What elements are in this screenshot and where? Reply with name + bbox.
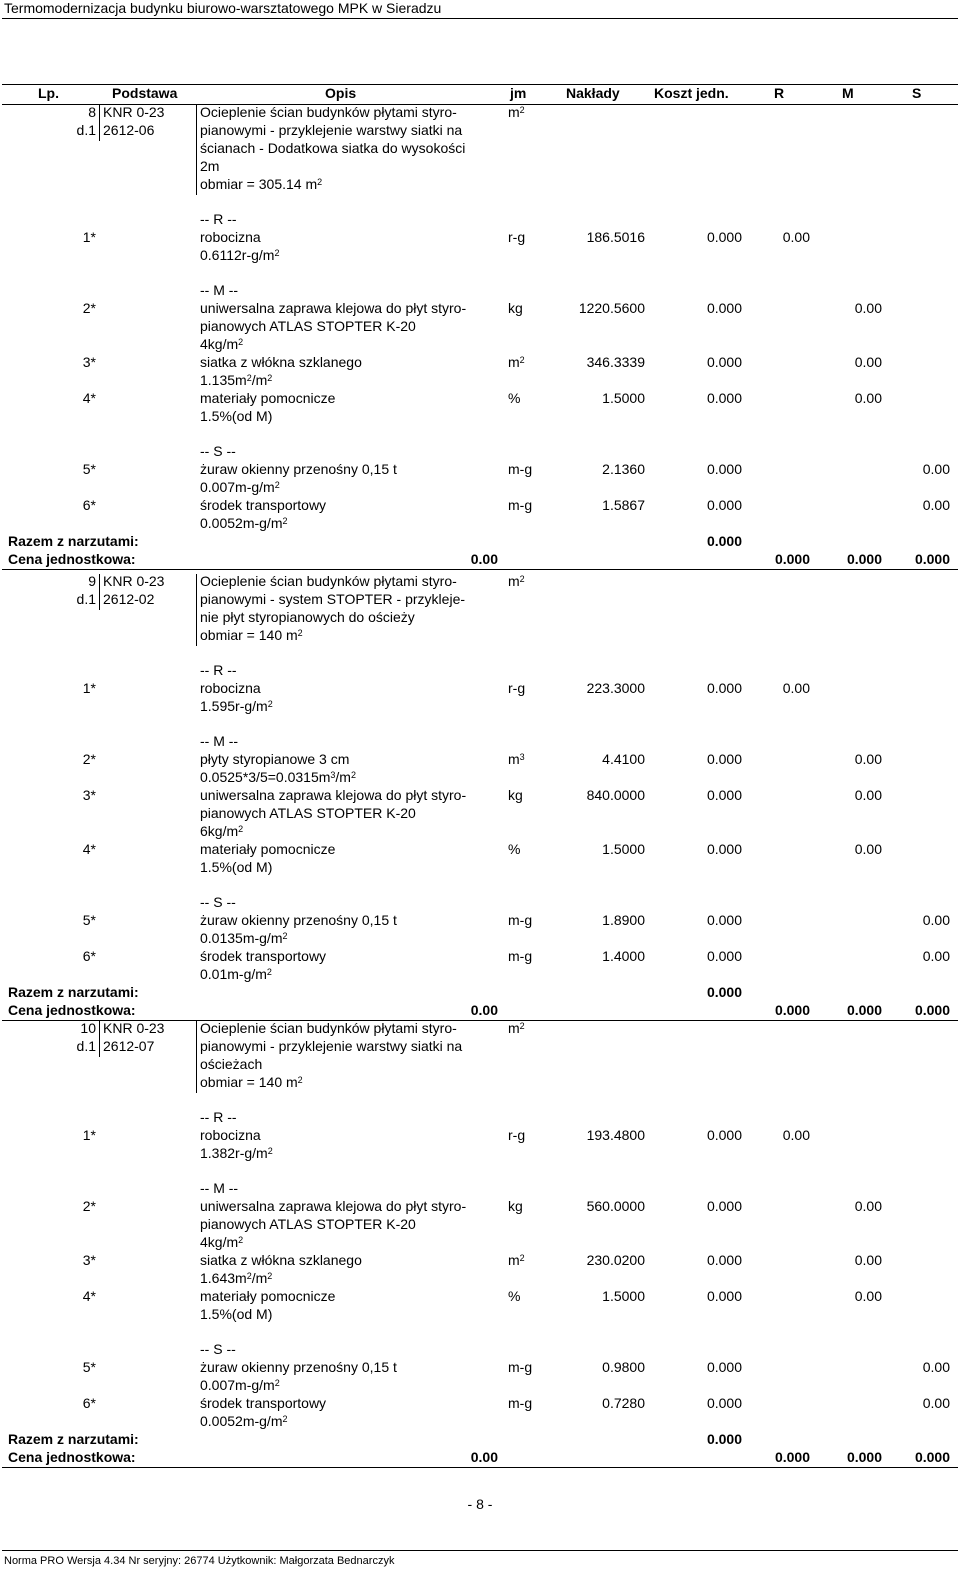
section-m-heading: -- M -- [200, 733, 239, 749]
item-value: 0.00 [922, 497, 950, 513]
m-name: siatka z włókna szklanego [200, 1252, 362, 1268]
item-quantity: 560.0000 [586, 1198, 645, 1214]
cena-s: 0.000 [914, 1449, 950, 1465]
basis-catalog: KNR 0-23 [103, 104, 165, 120]
quantity-obmiar: obmiar = 140 $m^2$ [200, 627, 303, 643]
unit: $m^2$ [508, 104, 525, 120]
item-quantity: 1.5000 [602, 1288, 645, 1304]
item-number: 4* [82, 1288, 96, 1304]
r-name: robocizna [200, 1127, 261, 1143]
item-norm: $1.382r-g/m^2$ [200, 1145, 273, 1161]
item-price: 0.000 [706, 354, 742, 370]
s-name: żuraw okienny przenośny 0,15 t [200, 461, 397, 477]
description-line: pianowymi - przyklejenie warstwy siatki na [200, 1038, 463, 1054]
item-value: 0.00 [782, 229, 810, 245]
unit: $m^2$ [508, 573, 525, 589]
item-norm: $1.595r-g/m^2$ [200, 698, 273, 714]
item-unit: m-g [508, 948, 533, 964]
item-unit: m-g [508, 912, 533, 928]
description-line: 2m [200, 158, 220, 174]
section-m-heading: -- M -- [200, 282, 239, 298]
item-unit: r-g [508, 229, 526, 245]
cena-value: 0.00 [470, 551, 498, 567]
description-line: pianowymi - przyklejenie warstwy siatki na [200, 122, 463, 138]
item-norm: $4kg/m^2$ [200, 336, 244, 352]
item-norm: $1.135m^2/m^2$ [200, 372, 273, 388]
cena-r: 0.000 [774, 1449, 810, 1465]
cena-m: 0.000 [846, 1002, 882, 1018]
item-norm: $0.0135m-g/m^2$ [200, 930, 288, 946]
item-norm: $0.0525*3/5=0.0315m^3/m^2$ [200, 769, 356, 785]
item-price: 0.000 [706, 1359, 742, 1375]
col-koszt: Koszt jedn. [654, 85, 729, 101]
item-number: 5* [82, 912, 96, 928]
footer-text: Norma PRO Wersja 4.34 Nr seryjny: 26774 Użytkownik: Małgorzata Bednarczyk [4, 1555, 395, 1567]
m-name: uniwersalna zaprawa klejowa do płyt styro- [200, 300, 467, 316]
item-norm: $0.0052m-g/m^2$ [200, 1413, 288, 1429]
col-podstawa: Podstawa [112, 85, 178, 101]
r-name: robocizna [200, 229, 261, 245]
cena-r: 0.000 [774, 1002, 810, 1018]
item-unit: kg [508, 300, 523, 316]
item-unit: r-g [508, 1127, 526, 1143]
item-value: 0.00 [854, 354, 882, 370]
item-norm: 1.5%(od M) [200, 1306, 273, 1322]
item-price: 0.000 [706, 948, 742, 964]
m-name-cont: pianowych ATLAS STOPTER K-20 [200, 805, 416, 821]
item-price: 0.000 [706, 390, 742, 406]
item-value: 0.00 [782, 1127, 810, 1143]
item-number: 4* [82, 841, 96, 857]
description-line: ścianach - Dodatkowa siatka do wysokości [200, 140, 466, 156]
col-opis: Opis [325, 85, 357, 101]
item-number: 1* [82, 229, 96, 245]
item-number: 4* [82, 390, 96, 406]
item-unit: kg [508, 787, 523, 803]
item-norm: $4kg/m^2$ [200, 1234, 244, 1250]
item-quantity: 1.4000 [602, 948, 645, 964]
page-number: - 8 - [467, 1496, 493, 1512]
header-divider [2, 18, 958, 19]
section-m-heading: -- M -- [200, 1180, 239, 1196]
basis-code: 2612-07 [103, 1038, 155, 1054]
unit: $m^2$ [508, 1020, 525, 1036]
item-norm: $1.643m^2/m^2$ [200, 1270, 273, 1286]
s-name: środek transportowy [200, 948, 327, 964]
item-number: 3* [82, 354, 96, 370]
item-number: 6* [82, 497, 96, 513]
quantity-obmiar: obmiar = 305.14 $m^2$ [200, 176, 323, 192]
item-price: 0.000 [706, 841, 742, 857]
item-value: 0.00 [854, 787, 882, 803]
item-quantity: 840.0000 [586, 787, 645, 803]
item-value: 0.00 [854, 1288, 882, 1304]
item-price: 0.000 [706, 787, 742, 803]
item-price: 0.000 [706, 300, 742, 316]
item-price: 0.000 [706, 1395, 742, 1411]
cena-s: 0.000 [914, 551, 950, 567]
item-unit: m-g [508, 1359, 533, 1375]
position-divider [2, 569, 958, 570]
m-name-cont: pianowych ATLAS STOPTER K-20 [200, 318, 416, 334]
item-value: 0.00 [922, 1359, 950, 1375]
item-value: 0.00 [922, 1395, 950, 1411]
item-number: 5* [82, 1359, 96, 1375]
item-price: 0.000 [706, 912, 742, 928]
item-norm: $0.01m-g/m^2$ [200, 966, 272, 982]
item-unit: % [508, 841, 521, 857]
item-price: 0.000 [706, 1252, 742, 1268]
col-naklady: Nakłady [566, 85, 620, 101]
cena-m: 0.000 [846, 1449, 882, 1465]
item-value: 0.00 [922, 461, 950, 477]
col-lp: Lp. [38, 85, 59, 101]
item-quantity: 1.5000 [602, 390, 645, 406]
item-unit: $m^2$ [508, 1252, 525, 1268]
m-name: materiały pomocnicze [200, 841, 336, 857]
item-number: 2* [82, 1198, 96, 1214]
item-quantity: 1.5867 [602, 497, 645, 513]
item-number: 6* [82, 948, 96, 964]
m-name: uniwersalna zaprawa klejowa do płyt styro- [200, 1198, 467, 1214]
description-line: Ocieplenie ścian budynków płytami styro- [200, 1020, 457, 1036]
col-s: S [912, 85, 922, 101]
section-s-heading: -- S -- [200, 894, 236, 910]
item-number: 3* [82, 787, 96, 803]
item-price: 0.000 [706, 1198, 742, 1214]
item-unit: kg [508, 1198, 523, 1214]
cena-label: Cena jednostkowa: [8, 1002, 136, 1018]
position-detail: d.1 [76, 1038, 96, 1054]
column-divider [196, 105, 197, 195]
section-s-heading: -- S -- [200, 1341, 236, 1357]
item-unit: m-g [508, 461, 533, 477]
description-line: nie płyt styropianowych do ościeży [200, 609, 415, 625]
description-line: pianowymi - system STOPTER - przykleje- [200, 591, 466, 607]
cena-value: 0.00 [470, 1002, 498, 1018]
section-r-heading: -- R -- [200, 211, 237, 227]
item-quantity: 4.4100 [602, 751, 645, 767]
item-number: 3* [82, 1252, 96, 1268]
section-r-heading: -- R -- [200, 1109, 237, 1125]
column-divider [196, 1021, 197, 1093]
item-value: 0.00 [854, 390, 882, 406]
position-detail: d.1 [76, 591, 96, 607]
item-number: 1* [82, 680, 96, 696]
description-line: ościeżach [200, 1056, 263, 1072]
s-name: środek transportowy [200, 1395, 327, 1411]
position-divider [2, 1467, 958, 1468]
item-number: 2* [82, 751, 96, 767]
item-unit: m-g [508, 497, 533, 513]
item-price: 0.000 [706, 229, 742, 245]
description-line: Ocieplenie ścian budynków płytami styro- [200, 573, 457, 589]
cena-value: 0.00 [470, 1449, 498, 1465]
s-name: środek transportowy [200, 497, 327, 513]
razem-label: Razem z narzutami: [8, 984, 139, 1000]
col-m: M [842, 85, 854, 101]
item-value: 0.00 [782, 680, 810, 696]
item-quantity: 1.5000 [602, 841, 645, 857]
item-norm: $0.0052m-g/m^2$ [200, 515, 288, 531]
item-price: 0.000 [706, 1127, 742, 1143]
item-price: 0.000 [706, 680, 742, 696]
s-name: żuraw okienny przenośny 0,15 t [200, 1359, 397, 1375]
item-unit: % [508, 390, 521, 406]
column-divider [99, 574, 100, 610]
position-number: 8 [88, 104, 96, 120]
m-name: materiały pomocnicze [200, 390, 336, 406]
col-jm: jm [510, 85, 527, 101]
item-unit: r-g [508, 680, 526, 696]
column-divider [99, 1021, 100, 1057]
item-value: 0.00 [854, 300, 882, 316]
item-quantity: 1220.5600 [578, 300, 645, 316]
position-number: 10 [80, 1020, 96, 1036]
item-norm: 1.5%(od M) [200, 859, 273, 875]
item-value: 0.00 [854, 1252, 882, 1268]
position-number: 9 [88, 573, 96, 589]
item-number: 2* [82, 300, 96, 316]
item-unit: $m^3$ [508, 751, 525, 767]
item-number: 1* [82, 1127, 96, 1143]
col-r: R [774, 85, 785, 101]
item-unit: $m^2$ [508, 354, 525, 370]
item-norm: $0.007m-g/m^2$ [200, 1377, 280, 1393]
item-value: 0.00 [922, 948, 950, 964]
m-name: materiały pomocnicze [200, 1288, 336, 1304]
item-quantity: 223.3000 [586, 680, 645, 696]
quantity-obmiar: obmiar = 140 $m^2$ [200, 1074, 303, 1090]
m-name-cont: pianowych ATLAS STOPTER K-20 [200, 1216, 416, 1232]
section-s-heading: -- S -- [200, 443, 236, 459]
m-name: uniwersalna zaprawa klejowa do płyt styro- [200, 787, 467, 803]
document-title: Termomodernizacja budynku biurowo-warsztatowego MPK w Sieradzu [4, 0, 442, 16]
item-norm: $0.6112r-g/m^2$ [200, 247, 280, 263]
razem-value: 0.000 [706, 984, 742, 1000]
item-quantity: 230.0200 [586, 1252, 645, 1268]
basis-code: 2612-06 [103, 122, 155, 138]
item-norm: $0.007m-g/m^2$ [200, 479, 280, 495]
item-price: 0.000 [706, 751, 742, 767]
item-quantity: 0.7280 [602, 1395, 645, 1411]
item-price: 0.000 [706, 1288, 742, 1304]
column-divider [99, 105, 100, 141]
item-quantity: 2.1360 [602, 461, 645, 477]
item-quantity: 0.9800 [602, 1359, 645, 1375]
item-quantity: 193.4800 [586, 1127, 645, 1143]
item-value: 0.00 [854, 841, 882, 857]
item-value: 0.00 [854, 751, 882, 767]
basis-catalog: KNR 0-23 [103, 1020, 165, 1036]
item-number: 5* [82, 461, 96, 477]
item-quantity: 186.5016 [586, 229, 645, 245]
m-name: siatka z włókna szklanego [200, 354, 362, 370]
cena-r: 0.000 [774, 551, 810, 567]
item-number: 6* [82, 1395, 96, 1411]
razem-value: 0.000 [706, 1431, 742, 1447]
razem-label: Razem z narzutami: [8, 533, 139, 549]
m-name: płyty styropianowe 3 cm [200, 751, 350, 767]
r-name: robocizna [200, 680, 261, 696]
razem-label: Razem z narzutami: [8, 1431, 139, 1447]
item-price: 0.000 [706, 497, 742, 513]
item-unit: % [508, 1288, 521, 1304]
cena-s: 0.000 [914, 1002, 950, 1018]
description-line: Ocieplenie ścian budynków płytami styro- [200, 104, 457, 120]
item-value: 0.00 [854, 1198, 882, 1214]
basis-catalog: KNR 0-23 [103, 573, 165, 589]
column-divider [196, 574, 197, 646]
position-detail: d.1 [76, 122, 96, 138]
section-r-heading: -- R -- [200, 662, 237, 678]
item-norm: 1.5%(od M) [200, 408, 273, 424]
razem-value: 0.000 [706, 533, 742, 549]
cena-label: Cena jednostkowa: [8, 551, 136, 567]
item-value: 0.00 [922, 912, 950, 928]
footer-divider [2, 1550, 958, 1551]
s-name: żuraw okienny przenośny 0,15 t [200, 912, 397, 928]
item-norm: $6kg/m^2$ [200, 823, 244, 839]
item-quantity: 346.3339 [586, 354, 645, 370]
cena-m: 0.000 [846, 551, 882, 567]
basis-code: 2612-02 [103, 591, 155, 607]
item-quantity: 1.8900 [602, 912, 645, 928]
item-unit: m-g [508, 1395, 533, 1411]
item-price: 0.000 [706, 461, 742, 477]
cena-label: Cena jednostkowa: [8, 1449, 136, 1465]
